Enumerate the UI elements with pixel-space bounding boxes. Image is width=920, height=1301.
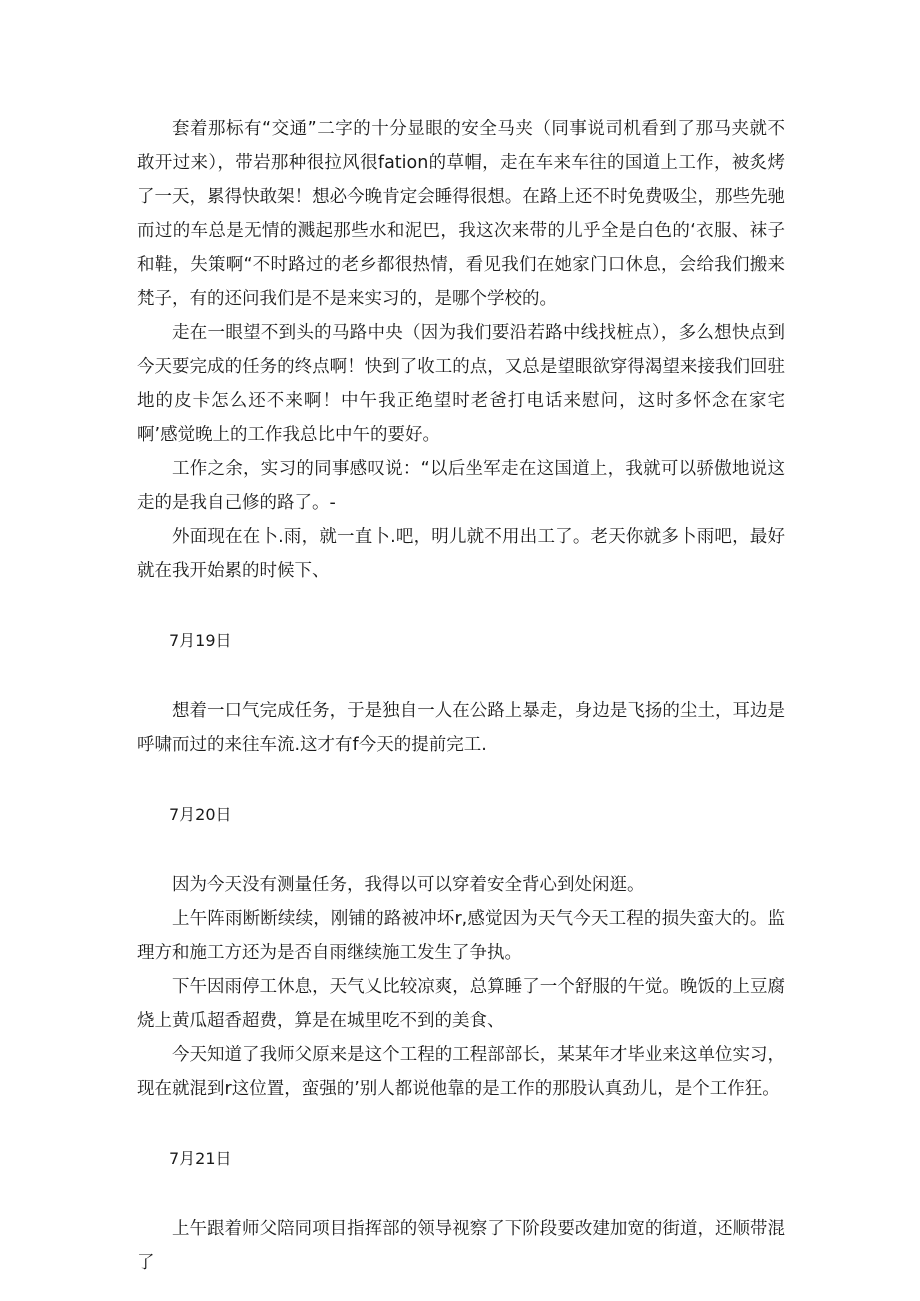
date-heading-0721: 7月21日 [169,1149,232,1168]
spacer [137,762,785,798]
document-body [137,112,785,1280]
paragraph-9: 今天知道了我师父原来是这个工程的工程部部长，某某年才毕业来这单位实习，现在就混到r这位置，蛮强的’别人都说他靠的是工作的那股认真劲儿，是个工作狂。 [137,1045,785,1099]
paragraph-4: 外面现在在卜.雨，就一直卜.吧，明儿就不用出工了。老天你就多卜雨吧，最好就在我开始累的时候下、 [137,527,785,581]
paragraph-2: 走在一眼望不到头的马路中央（因为我们要沿若路中线找桩点），多么想快点到今天要完成的任务的终点啊！快到了收工的点，又总是望眼欲穿得渴望来接我们回驻地的皮卡怎么还不来啊！中午我正绝望时老爸打电话来慰问，这时多怀念在家宅啊’感觉晚上的工作我总比中午的要好。 [137,323,785,445]
spacer [137,658,785,694]
spacer [137,1176,785,1212]
paragraph-1: 套着那标有“交通”二字的十分显眼的安全马夹（同事说司机看到了那马夹就不敢开过来），带岩那种很拉风很fation的草帽，走在车来车往的国道上工作，被炙烤了一天，累得快敢架！想必今晚肯定会睡得很想。在路上还不时免费吸尘，那些先驰而过的车总是无情的溅起那些水和泥巴，我这次来带的儿乎全是白色的‘衣服、袜子和鞋，失策啊“不时路过的老乡都很热情，看见我们在她家门口休息，会给我们搬来梵子，有的还问我们是不是来实习的，是哪个学校的。 [137,119,785,309]
paragraph-6: 因为今天没有测量任务，我得以可以穿着安全背心到处闲逛。 [172,875,645,895]
spacer [137,1106,785,1142]
date-heading-0720: 7月20日 [169,805,232,824]
paragraph-5: 想着一口气完成任务，于是独自一人在公路上暴走，身边是飞扬的尘土，耳边是呼啸而过的来往车流.这才有f今天的提前完工. [137,701,785,755]
spacer [137,832,785,868]
paragraph-8: 下午因雨停工休息，天气乂比较凉爽，总算睡了一个舒服的午觉。晚饭的上豆腐烧上黄瓜超香超费，算是在城里吃不到的美食、 [137,977,785,1031]
date-heading-0719: 7月19日 [169,631,232,650]
paragraph-10: 上午跟着师父陪同项目指挥部的领导视察了下阶段要改建加宽的街道，还顺带混了 [137,1219,785,1273]
paragraph-3: 工作之余，实习的同事感叹说：“以后坐军走在这国道上，我就可以骄傲地说这走的是我自己修的路了。- [137,459,785,513]
spacer [137,588,785,624]
paragraph-7: 上午阵雨断断续续，刚铺的路被冲坏r,感觉因为天气今天工程的损失蛮大的。监理方和施工方还为是否自雨继续施工发生了争执。 [137,909,785,963]
